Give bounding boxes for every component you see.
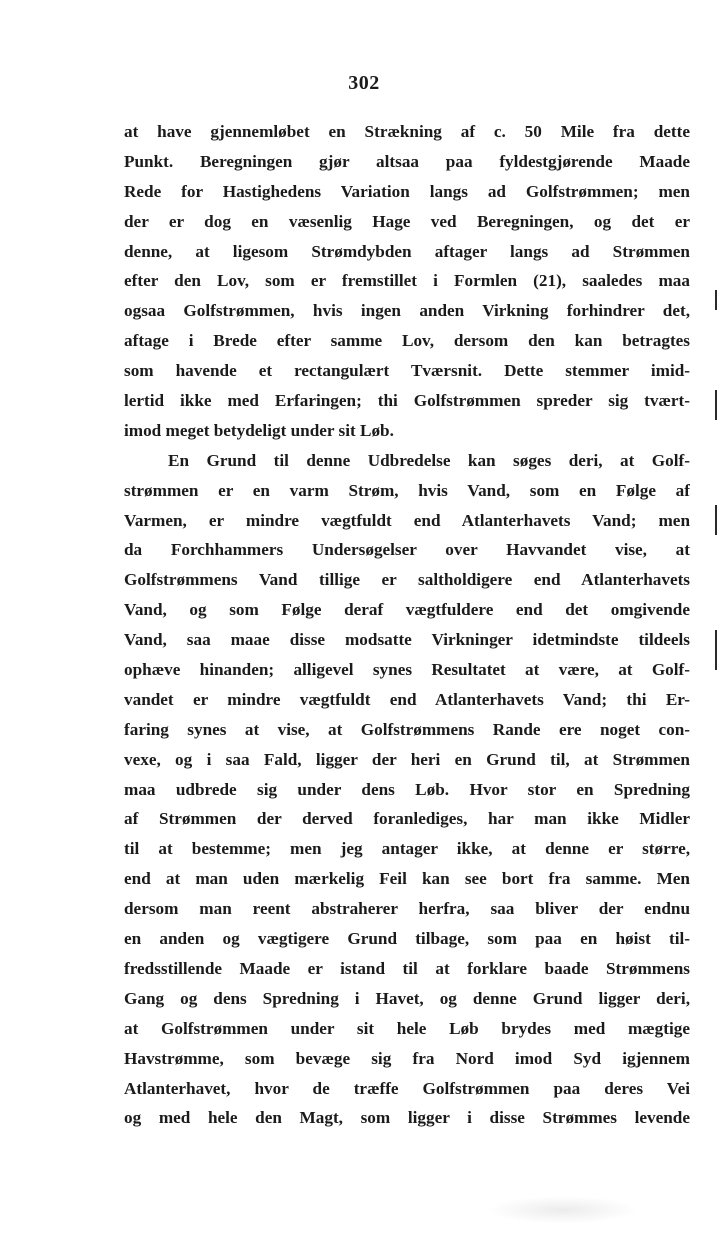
text-line: en anden og vægtigere Grund tilbage, som paa en høist til- bbox=[124, 929, 690, 949]
text-line: vexe, og i saa Fald, ligger der heri en Grund til, at Strømmen bbox=[124, 749, 690, 769]
text-line: imod meget betydeligt under sit Løb. bbox=[124, 420, 394, 440]
text-line: der er dog en væsenlig Hage ved Beregningen, og det er bbox=[124, 211, 690, 231]
text-line: Atlanterhavet, hvor de træffe Golfstrømmen paa deres Vei bbox=[124, 1078, 690, 1098]
text-line: vandet er mindre vægtfuldt end Atlanterhavets Vand; thi Er- bbox=[124, 689, 690, 709]
text-line: som havende et rectangulært Tværsnit. Dette stemmer imid- bbox=[124, 361, 690, 381]
text-line: Havstrømme, som bevæge sig fra Nord imod Syd igjennem bbox=[124, 1048, 690, 1068]
page-number: 302 bbox=[348, 72, 380, 94]
text-line: Punkt. Beregningen gjør altsaa paa fyldestgjørende Maade bbox=[124, 151, 690, 171]
text-line: Vand, saa maae disse modsatte Virkninger idetmindste tildeels bbox=[124, 630, 690, 650]
text-line: aftage i Brede efter samme Lov, dersom den kan betragtes bbox=[124, 331, 690, 351]
text-line: efter den Lov, som er fremstillet i Formlen (21), saaledes maa bbox=[124, 271, 690, 291]
text-line: og med hele den Magt, som ligger i disse Strømmes levende bbox=[124, 1108, 690, 1128]
text-line: at have gjennemløbet en Strækning af c. 50 Mile fra dette bbox=[124, 122, 690, 141]
scan-margin-mark bbox=[715, 290, 717, 310]
text-line: Varmen, er mindre vægtfuldt end Atlanterhavets Vand; men bbox=[124, 510, 690, 530]
text-line: En Grund til denne Udbredelse kan søges deri, at Golf- bbox=[168, 450, 690, 470]
text-line: faring synes at vise, at Golfstrømmens Rande ere noget con- bbox=[124, 719, 690, 739]
text-line: Golfstrømmens Vand tillige er saltholdigere end Atlanterhavets bbox=[124, 570, 690, 590]
text-line: til at bestemme; men jeg antager ikke, at denne er større, bbox=[124, 839, 690, 859]
text-line: maa udbrede sig under dens Løb. Hvor stor en Spredning bbox=[124, 779, 690, 799]
scan-margin-mark bbox=[715, 630, 717, 670]
scan-smudge bbox=[488, 1196, 638, 1224]
text-line: da Forchhammers Undersøgelser over Havvandet vise, at bbox=[124, 540, 690, 560]
text-line: Gang og dens Spredning i Havet, og denne Grund ligger deri, bbox=[124, 988, 690, 1008]
text-line: strømmen er en varm Strøm, hvis Vand, som en Følge af bbox=[124, 480, 690, 500]
text-line: denne, at ligesom Strømdybden aftager langs ad Strømmen bbox=[124, 241, 690, 261]
paragraph-2 bbox=[124, 446, 690, 1133]
scan-margin-mark bbox=[715, 505, 717, 535]
text-line: dersom man reent abstraherer herfra, saa bliver der endnu bbox=[124, 899, 690, 919]
text-line: Vand, og som Følge deraf vægtfuldere end det omgivende bbox=[124, 600, 690, 620]
scan-margin-mark bbox=[715, 390, 717, 420]
paragraph-1 bbox=[124, 117, 690, 446]
text-line: end at man uden mærkelig Feil kan see bort fra samme. Men bbox=[124, 869, 690, 889]
text-line: ophæve hinanden; alligevel synes Resultatet at være, at Golf- bbox=[124, 660, 690, 680]
text-line: lertid ikke med Erfaringen; thi Golfstrømmen spreder sig tvært- bbox=[124, 391, 690, 411]
text-line: Rede for Hastighedens Variation langs ad Golfstrømmen; men bbox=[124, 181, 690, 201]
text-line: ogsaa Golfstrømmen, hvis ingen anden Virkning forhindrer det, bbox=[124, 301, 690, 321]
text-line: af Strømmen der derved foranlediges, har man ikke Midler bbox=[124, 809, 690, 829]
body-text bbox=[124, 117, 690, 1133]
text-line: at Golfstrømmen under sit hele Løb brydes med mægtige bbox=[124, 1018, 690, 1038]
text-line: fredsstillende Maade er istand til at forklare baade Strømmens bbox=[124, 958, 690, 978]
